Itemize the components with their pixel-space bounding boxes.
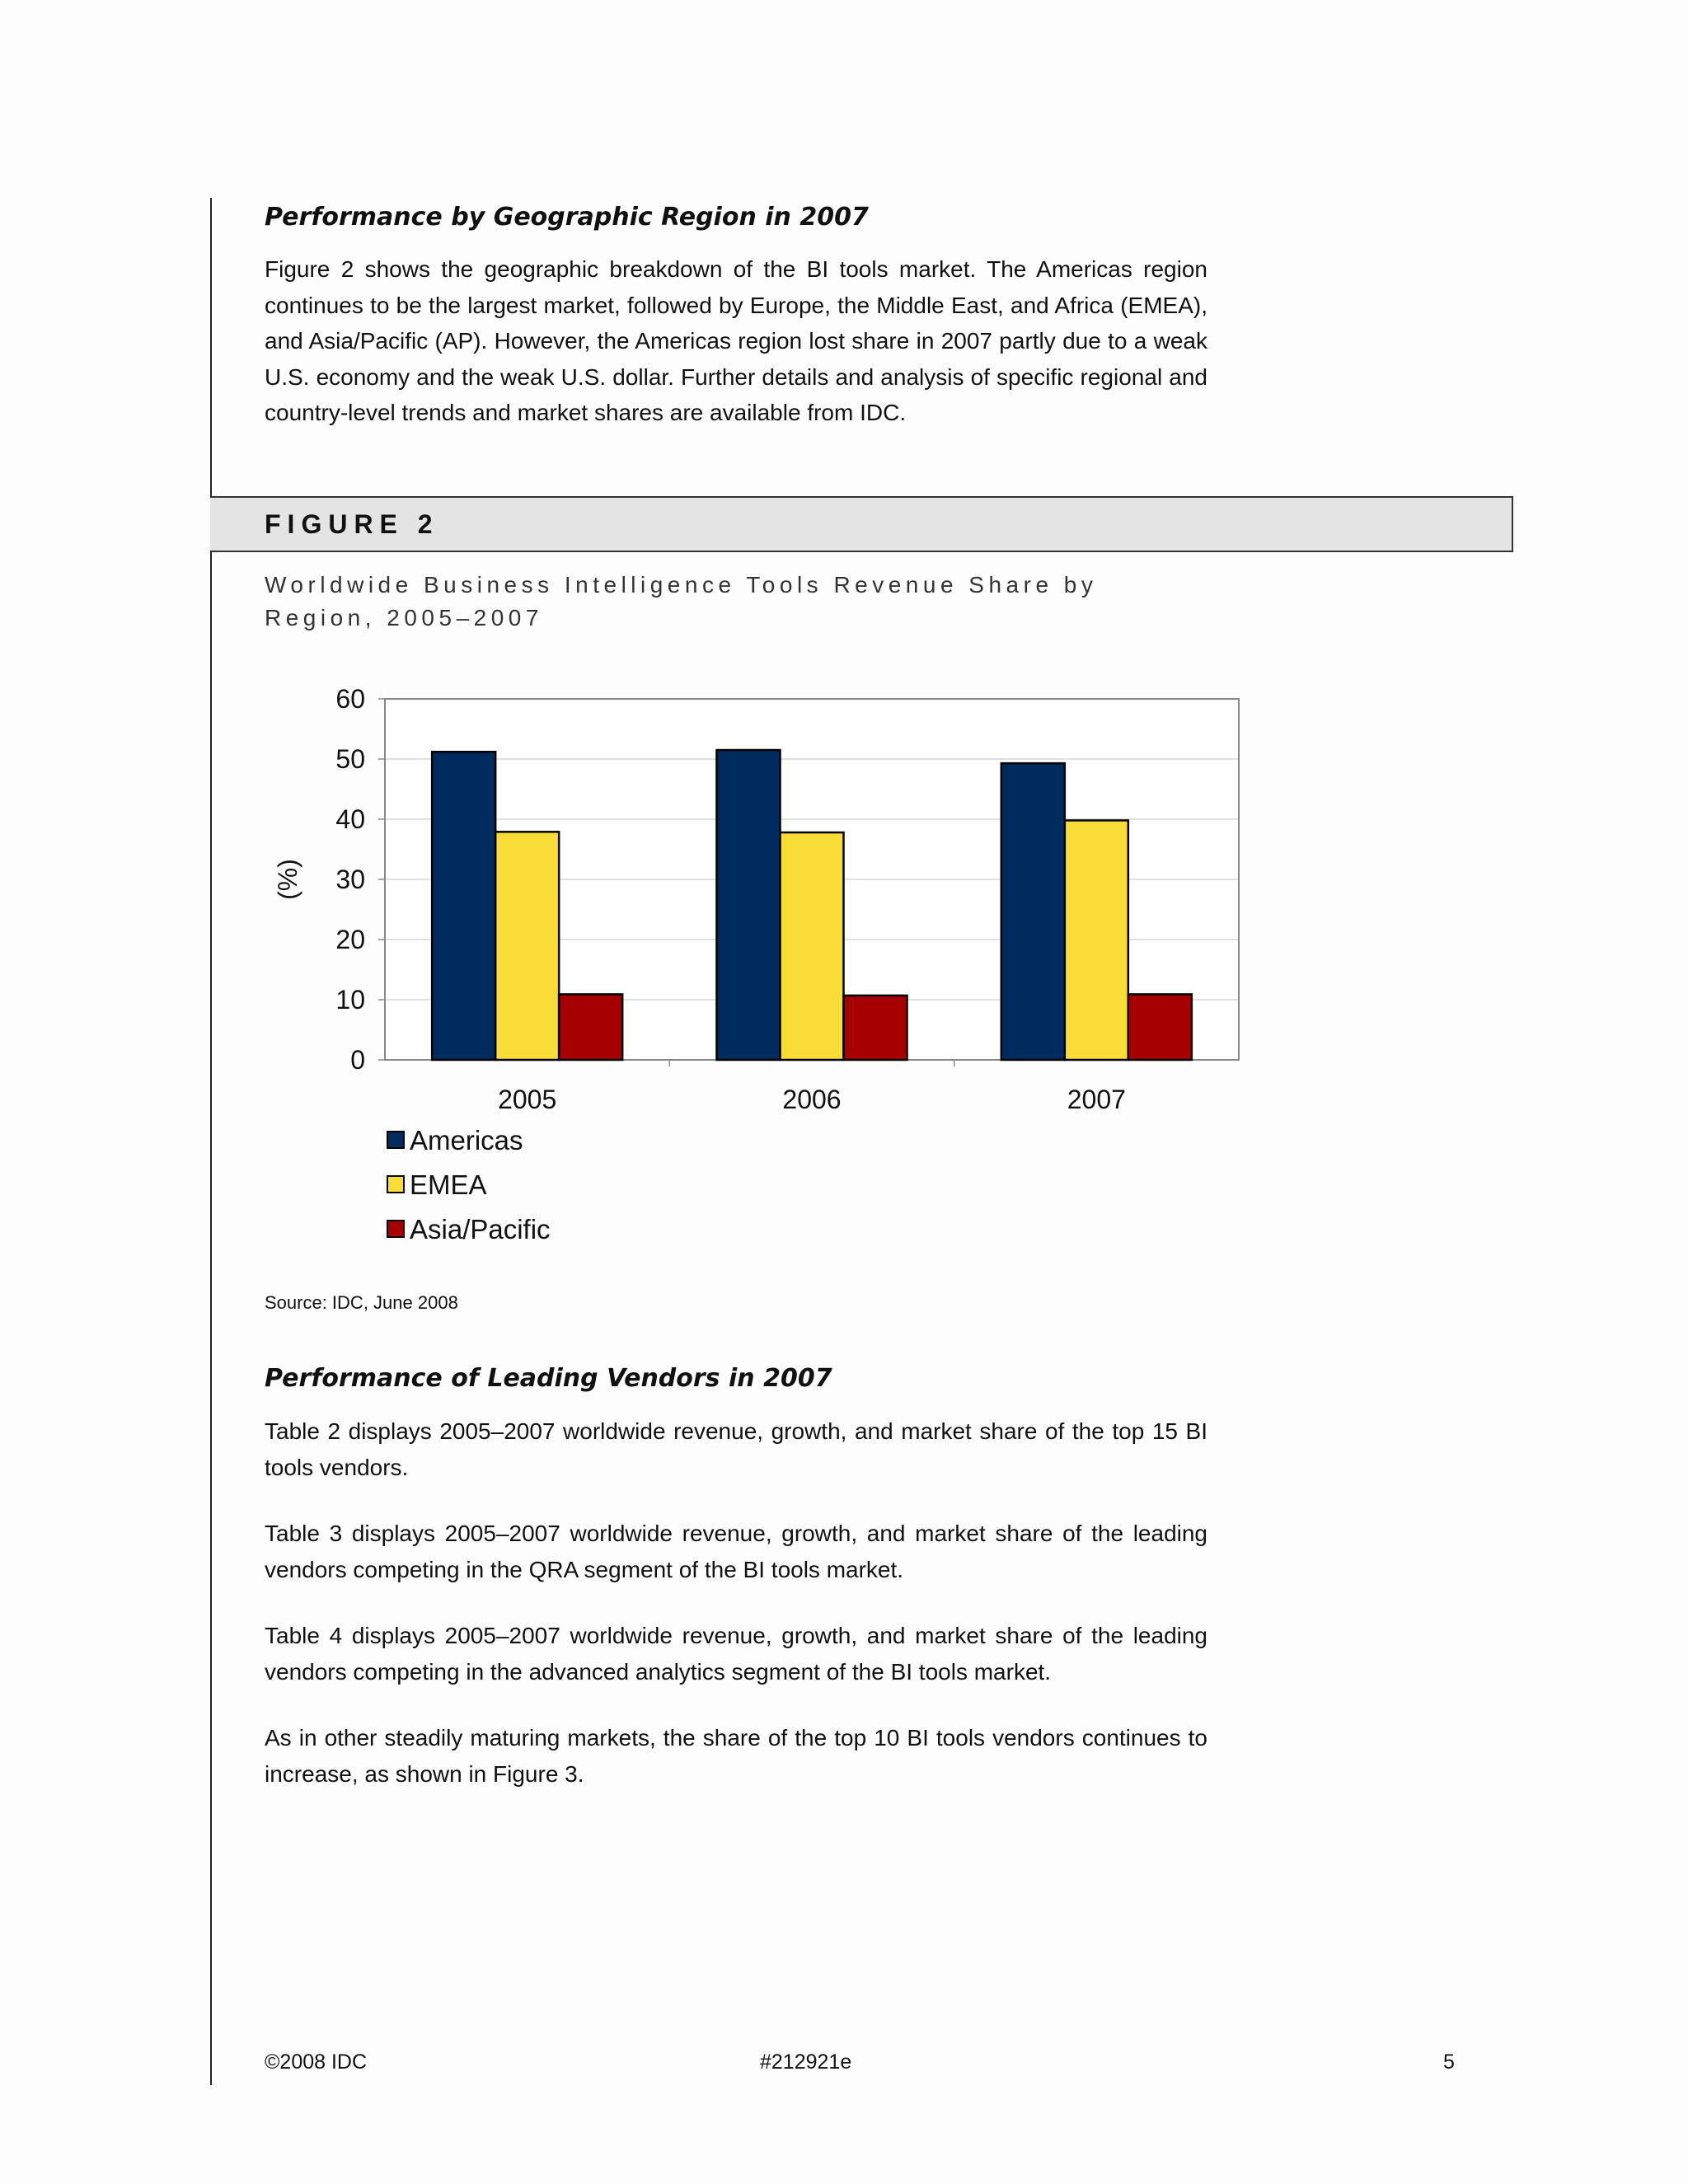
bar-americas-2006 <box>717 750 781 1060</box>
paragraph-vendors-3: Table 4 displays 2005–2007 worldwide revenue, growth, and market share of the leading vendors competing in the advanced analytics segment of the BI tools market. <box>265 1623 1207 1685</box>
y-tick-label-1: 10 <box>335 985 365 1015</box>
bar-emea-2005 <box>495 832 559 1060</box>
x-tick-label-2006: 2006 <box>782 1085 842 1114</box>
footer-copyright: ©2008 IDC <box>265 2050 368 2074</box>
bar-emea-2007 <box>1065 820 1128 1060</box>
figure-source: Source: IDC, June 2008 <box>265 1292 458 1313</box>
legend-label-1: EMEA <box>410 1169 487 1200</box>
legend-swatch-0 <box>387 1132 404 1148</box>
x-tick-label-2007: 2007 <box>1067 1085 1126 1114</box>
section-heading-vendors: Performance of Leading Vendors in 2007 <box>265 1364 832 1393</box>
bar-emea-2006 <box>781 832 844 1060</box>
y-tick-label-6: 60 <box>335 684 365 714</box>
paragraph-vendors-1: Table 2 displays 2005–2007 worldwide revenue, growth, and market share of the top 15 BI tools vendors. <box>265 1418 1207 1480</box>
paragraph-geographic: Figure 2 shows the geographic breakdown of the BI tools market. The Americas region continues to be the largest market, followed by Europe, the Middle East, and Africa (EMEA), and Asia/Pacific (AP). However, the Americas region lost share in 2007 partly due to a weak U.S. economy and the weak U.S. dollar. Further details and analysis of specific regional and country-level trends and market shares are available from IDC. <box>265 256 1207 425</box>
paragraph-vendors-4: As in other steadily maturing markets, the share of the top 10 BI tools vendors continues to increase, as shown in Figure 3. <box>265 1725 1207 1787</box>
paragraph-vendors-2: Table 3 displays 2005–2007 worldwide revenue, growth, and market share of the leading vendors competing in the QRA segment of the BI tools market. <box>265 1521 1207 1582</box>
y-tick-label-3: 30 <box>335 865 365 894</box>
section-heading-geographic: Performance by Geographic Region in 2007 <box>265 203 869 232</box>
legend-label-2: Asia/Pacific <box>410 1214 551 1244</box>
figure-label: FIGURE 2 <box>265 509 439 539</box>
y-axis-label: (%) <box>273 859 302 900</box>
y-tick-label-2: 20 <box>335 925 365 954</box>
legend-swatch-1 <box>387 1176 404 1193</box>
legend-label-0: Americas <box>410 1125 523 1155</box>
figure-title-line2: Region, 2005–2007 <box>265 605 543 630</box>
x-tick-label-2005: 2005 <box>498 1085 557 1114</box>
y-tick-label-5: 50 <box>335 744 365 774</box>
bar-americas-2007 <box>1001 763 1065 1060</box>
bar-asia-pacific-2005 <box>559 994 622 1060</box>
bar-asia-pacific-2006 <box>844 996 907 1060</box>
y-tick-label-4: 40 <box>335 804 365 834</box>
footer-page-number: 5 <box>1443 2050 1455 2074</box>
bar-asia-pacific-2007 <box>1128 994 1192 1060</box>
figure-title-line1: Worldwide Business Intelligence Tools Revenue Share by <box>265 572 1098 598</box>
y-tick-label-0: 0 <box>350 1045 365 1075</box>
legend-swatch-2 <box>387 1221 404 1237</box>
bar-americas-2005 <box>432 752 495 1060</box>
footer-doc-id: #212921e <box>760 2050 852 2074</box>
